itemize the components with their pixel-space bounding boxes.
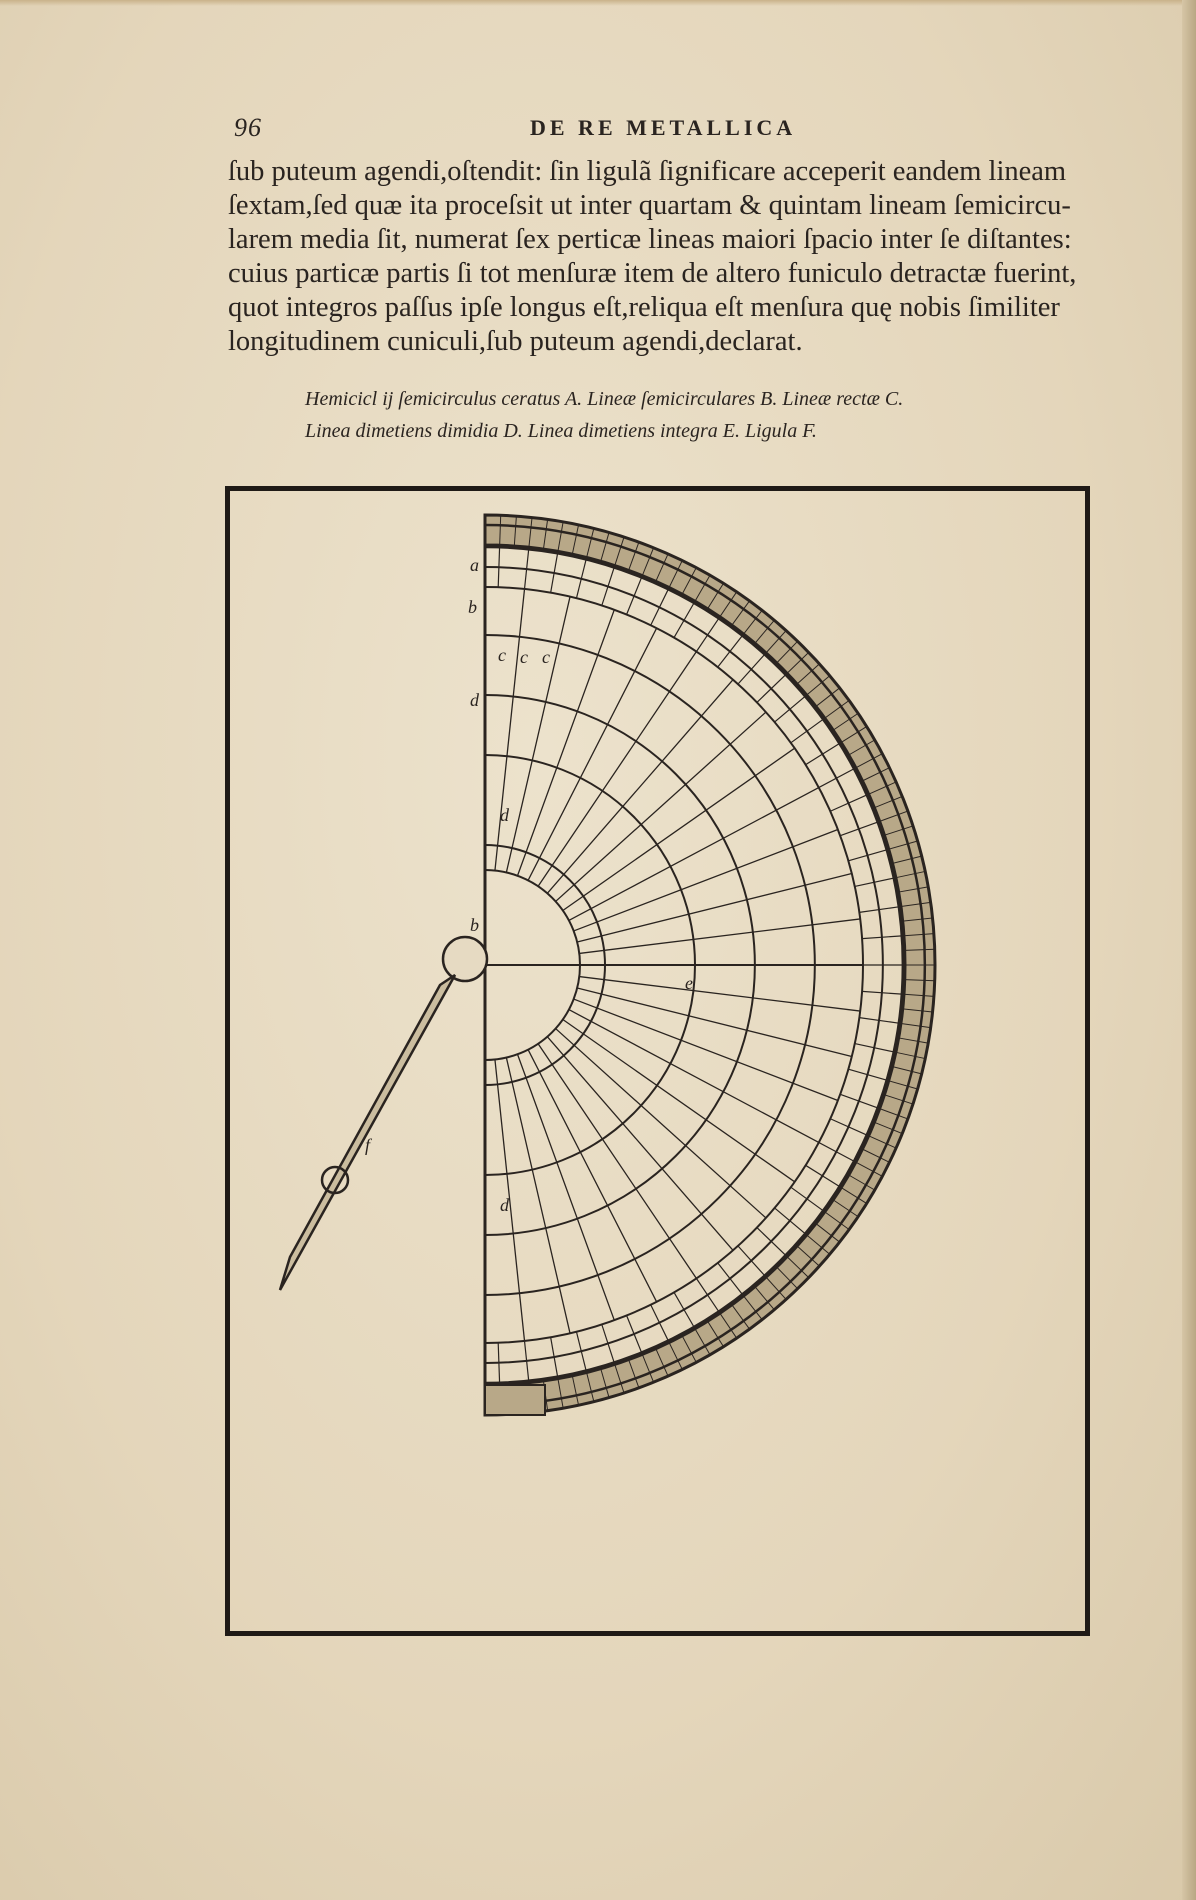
scale-tick bbox=[718, 636, 743, 668]
straight-line bbox=[495, 589, 525, 870]
body-line: ſextam,ſed quæ ita proceſsit ut inter quartam & quintam lineam ſemicircu- bbox=[228, 190, 1071, 221]
figure-label: d bbox=[470, 690, 479, 710]
scale-tick bbox=[696, 618, 718, 651]
figure-label: b bbox=[470, 915, 479, 935]
figure-label: b bbox=[468, 597, 477, 617]
page-header bbox=[230, 113, 1110, 143]
scale-tick bbox=[830, 1119, 867, 1135]
scale-tick bbox=[718, 1263, 743, 1295]
scale-tick bbox=[840, 1094, 878, 1108]
scale-tick bbox=[791, 719, 823, 743]
base-band bbox=[485, 1385, 545, 1415]
figure-label: f bbox=[365, 1135, 371, 1155]
running-head: DE RE METALLICA bbox=[530, 115, 797, 140]
scale-tick bbox=[602, 1324, 614, 1362]
scale-tick bbox=[627, 1315, 642, 1352]
body-paragraph bbox=[228, 155, 1103, 359]
pivot-ring bbox=[443, 937, 487, 981]
straight-line bbox=[547, 1037, 733, 1251]
page-top-edge bbox=[0, 0, 1196, 6]
caption-line: Hemicicl ij ſemicirculus ceratus A. Lineæ ſemicirculares B. Lineæ rectæ C. bbox=[305, 388, 904, 410]
scale-tick bbox=[830, 795, 867, 811]
straight-line bbox=[556, 1029, 766, 1218]
body-line: quot integros paſſus ipſe longus eſt,reliqua eſt menſura quę nobis ſimiliter bbox=[228, 292, 1060, 323]
scale-tick bbox=[775, 696, 806, 722]
scale-tick bbox=[498, 547, 499, 587]
scale-tick bbox=[738, 654, 765, 684]
figure-label: c bbox=[498, 645, 506, 665]
figure-label: d bbox=[500, 1195, 509, 1215]
scale-tick bbox=[775, 1208, 806, 1234]
body-line: larem media ſit, numerat ſex perticæ lineas maiori ſpacio inter ſe diſtantes: bbox=[228, 224, 1072, 255]
scale-tick bbox=[806, 1165, 840, 1186]
straight-line bbox=[506, 1058, 570, 1334]
straight-line bbox=[574, 830, 838, 931]
straight-line bbox=[569, 788, 819, 921]
scale-tick bbox=[819, 1142, 854, 1161]
scale-tick bbox=[602, 567, 614, 605]
straight-line bbox=[517, 610, 614, 876]
straight-line bbox=[528, 1050, 656, 1302]
scale-tick bbox=[791, 1187, 823, 1211]
body-line: cuius particæ partis ſi tot menſuræ item de altero funiculo detractæ fuerint, bbox=[228, 258, 1077, 289]
body-line: ſub puteum agendi,oſtendit: ſin ligulã ſignificare acceperit eandem lineam bbox=[228, 156, 1067, 187]
woodcut-figure-frame bbox=[225, 486, 1090, 1636]
scale-tick bbox=[819, 769, 854, 788]
page-right-edge bbox=[1182, 0, 1196, 1900]
straight-line bbox=[556, 712, 766, 901]
figure-label: a bbox=[470, 555, 479, 575]
figure-label: e bbox=[685, 973, 693, 993]
ligula-pointer bbox=[280, 975, 455, 1290]
scale-tick bbox=[651, 589, 669, 625]
straight-line bbox=[574, 999, 838, 1100]
figure-label: c bbox=[542, 647, 550, 667]
scale-tick bbox=[674, 603, 694, 638]
scale-tick bbox=[674, 1292, 694, 1327]
caption-line: Linea dimetiens dimidia D. Linea dimetiens integra E. Ligula F. bbox=[305, 420, 817, 442]
figure-label: c bbox=[520, 647, 528, 667]
straight-line bbox=[506, 597, 570, 873]
straight-line bbox=[569, 1010, 819, 1143]
body-line: longitudinem cuniculi,ſub puteum agendi,declarat. bbox=[228, 326, 803, 357]
scale-tick bbox=[738, 1246, 765, 1276]
scale-tick bbox=[806, 743, 840, 764]
semicircle-instrument-illustration bbox=[230, 491, 1085, 1631]
figure-label: d bbox=[500, 805, 509, 825]
straight-line bbox=[517, 1054, 614, 1320]
scale-tick bbox=[498, 1343, 499, 1383]
scale-tick bbox=[696, 1278, 718, 1311]
scale-tick bbox=[627, 577, 642, 614]
straight-line bbox=[579, 919, 860, 953]
scale-tick bbox=[840, 822, 878, 836]
scale-tick bbox=[651, 1305, 669, 1341]
page-number: 96 bbox=[234, 113, 262, 142]
straight-line bbox=[579, 977, 860, 1011]
straight-line bbox=[547, 680, 733, 894]
figure-caption bbox=[305, 383, 1065, 447]
